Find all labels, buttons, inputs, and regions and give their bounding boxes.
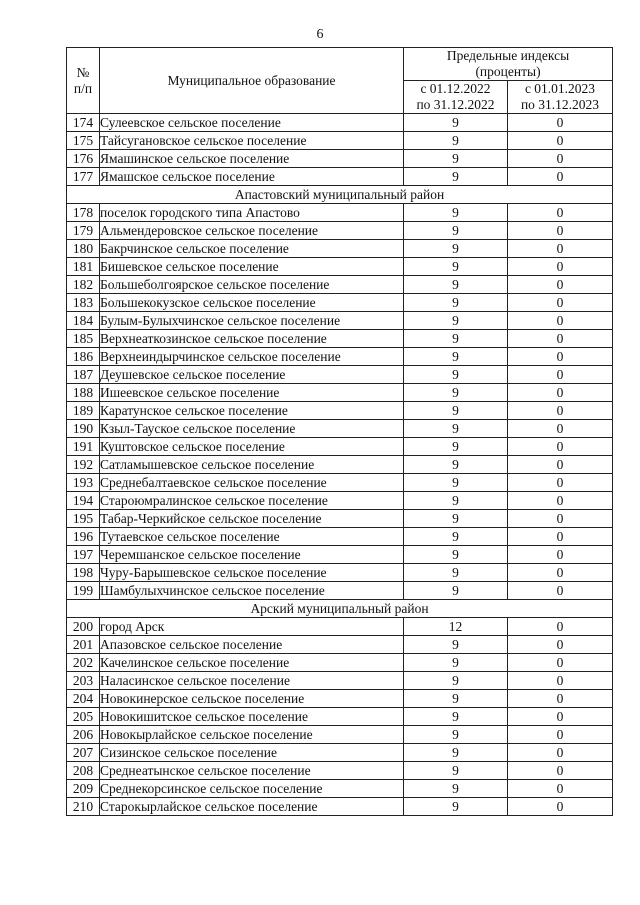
municipality-name: Каратунское сельское поселение <box>100 402 404 420</box>
row-number: 189 <box>67 402 100 420</box>
municipality-name: Среднебалтаевское сельское поселение <box>100 474 404 492</box>
index-2022: 9 <box>404 726 508 744</box>
municipality-name: Качелинское сельское поселение <box>100 654 404 672</box>
municipality-name: Верхнеиндырчинское сельское поселение <box>100 348 404 366</box>
row-number: 176 <box>67 150 100 168</box>
municipality-name: Новокинерское сельское поселение <box>100 690 404 708</box>
index-2022: 9 <box>404 258 508 276</box>
municipality-name: Новокишитское сельское поселение <box>100 708 404 726</box>
index-2023: 0 <box>508 510 613 528</box>
municipality-name: поселок городского типа Апастово <box>100 204 404 222</box>
indices-table <box>66 47 613 816</box>
table-row <box>67 204 613 222</box>
index-2023: 0 <box>508 636 613 654</box>
table-row <box>67 546 613 564</box>
header-group-line1: Предельные индексы <box>446 48 570 63</box>
municipality-name: Большекокузское сельское поселение <box>100 294 404 312</box>
municipality-name: Староюмралинское сельское поселение <box>100 492 404 510</box>
index-2023: 0 <box>508 528 613 546</box>
index-2022: 9 <box>404 582 508 600</box>
row-number: 181 <box>67 258 100 276</box>
table-row <box>67 294 613 312</box>
municipality-name: Кзыл-Тауское сельское поселение <box>100 420 404 438</box>
index-2022: 9 <box>404 402 508 420</box>
header-number-line1: № <box>76 64 90 80</box>
municipality-name: Новокырлайское сельское поселение <box>100 726 404 744</box>
row-number: 178 <box>67 204 100 222</box>
index-2022: 9 <box>404 168 508 186</box>
row-number: 196 <box>67 528 100 546</box>
table-row <box>67 528 613 546</box>
row-number: 197 <box>67 546 100 564</box>
row-number: 207 <box>67 744 100 762</box>
index-2023: 0 <box>508 258 613 276</box>
index-2023: 0 <box>508 348 613 366</box>
index-2022: 9 <box>404 132 508 150</box>
row-number: 192 <box>67 456 100 474</box>
municipality-name: Большеболгоярское сельское поселение <box>100 276 404 294</box>
table-row <box>67 708 613 726</box>
section-row <box>67 600 613 618</box>
index-2022: 9 <box>404 222 508 240</box>
table-row <box>67 564 613 582</box>
index-2022: 9 <box>404 474 508 492</box>
index-2023: 0 <box>508 420 613 438</box>
table-row <box>67 276 613 294</box>
index-2023: 0 <box>508 492 613 510</box>
municipality-name: Ишеевское сельское поселение <box>100 384 404 402</box>
table-row <box>67 690 613 708</box>
index-2022: 9 <box>404 456 508 474</box>
index-2023: 0 <box>508 114 613 132</box>
row-number: 208 <box>67 762 100 780</box>
header-period1-line2: по 31.12.2022 <box>416 97 495 112</box>
index-2023: 0 <box>508 690 613 708</box>
index-2022: 9 <box>404 150 508 168</box>
index-2022: 9 <box>404 492 508 510</box>
row-number: 175 <box>67 132 100 150</box>
municipality-name: Сулеевское сельское поселение <box>100 114 404 132</box>
table-row <box>67 420 613 438</box>
municipality-name: Ямашское сельское поселение <box>100 168 404 186</box>
index-2023: 0 <box>508 312 613 330</box>
index-2022: 9 <box>404 762 508 780</box>
index-2023: 0 <box>508 564 613 582</box>
municipality-name: Бакрчинское сельское поселение <box>100 240 404 258</box>
row-number: 187 <box>67 366 100 384</box>
row-number: 195 <box>67 510 100 528</box>
municipality-name: Среднеатынское сельское поселение <box>100 762 404 780</box>
table-row <box>67 618 613 636</box>
index-2022: 9 <box>404 546 508 564</box>
table-row <box>67 510 613 528</box>
index-2022: 9 <box>404 654 508 672</box>
index-2022: 9 <box>404 420 508 438</box>
municipality-name: Сатламышевское сельское поселение <box>100 456 404 474</box>
table-row <box>67 456 613 474</box>
table-row <box>67 438 613 456</box>
index-2023: 0 <box>508 744 613 762</box>
row-number: 180 <box>67 240 100 258</box>
municipality-name: Деушевское сельское поселение <box>100 366 404 384</box>
municipality-name: Сизинское сельское поселение <box>100 744 404 762</box>
municipality-name: Булым-Булыхчинское сельское поселение <box>100 312 404 330</box>
row-number: 210 <box>67 798 100 816</box>
municipality-name: Апазовское сельское поселение <box>100 636 404 654</box>
index-2023: 0 <box>508 366 613 384</box>
municipality-name: Табар-Черкийское сельское поселение <box>100 510 404 528</box>
index-2022: 9 <box>404 384 508 402</box>
table-row <box>67 798 613 816</box>
index-2023: 0 <box>508 762 613 780</box>
header-number-line2: п/п <box>73 80 93 96</box>
index-2022: 9 <box>404 438 508 456</box>
index-2023: 0 <box>508 330 613 348</box>
table-row <box>67 384 613 402</box>
index-2023: 0 <box>508 222 613 240</box>
table-row <box>67 312 613 330</box>
row-number: 188 <box>67 384 100 402</box>
index-2022: 9 <box>404 798 508 816</box>
table-row <box>67 654 613 672</box>
table-row <box>67 582 613 600</box>
table-row <box>67 330 613 348</box>
row-number: 202 <box>67 654 100 672</box>
municipality-name: Бишевское сельское поселение <box>100 258 404 276</box>
municipality-name: Альмендеровское сельское поселение <box>100 222 404 240</box>
municipality-name: Чуру-Барышевское сельское поселение <box>100 564 404 582</box>
row-number: 183 <box>67 294 100 312</box>
municipality-name: Черемшанское сельское поселение <box>100 546 404 564</box>
header-period1-line1: с 01.12.2022 <box>420 81 491 96</box>
row-number: 206 <box>67 726 100 744</box>
index-2023: 0 <box>508 654 613 672</box>
index-2023: 0 <box>508 132 613 150</box>
row-number: 201 <box>67 636 100 654</box>
municipality-name: город Арск <box>100 618 404 636</box>
table-row <box>67 132 613 150</box>
table-row <box>67 258 613 276</box>
header-limit-indices <box>404 48 613 81</box>
row-number: 185 <box>67 330 100 348</box>
row-number: 182 <box>67 276 100 294</box>
index-2022: 9 <box>404 114 508 132</box>
table-row <box>67 636 613 654</box>
table-header <box>67 48 613 114</box>
row-number: 177 <box>67 168 100 186</box>
index-2023: 0 <box>508 276 613 294</box>
table-row <box>67 240 613 258</box>
table-row <box>67 726 613 744</box>
row-number: 186 <box>67 348 100 366</box>
table-row <box>67 168 613 186</box>
table-row <box>67 474 613 492</box>
index-2023: 0 <box>508 438 613 456</box>
district-heading: Арский муниципальный район <box>67 600 613 618</box>
table-row <box>67 672 613 690</box>
table-row <box>67 762 613 780</box>
index-2022: 9 <box>404 564 508 582</box>
index-2022: 9 <box>404 276 508 294</box>
index-2023: 0 <box>508 708 613 726</box>
index-2022: 9 <box>404 330 508 348</box>
row-number: 193 <box>67 474 100 492</box>
index-2023: 0 <box>508 204 613 222</box>
index-2022: 9 <box>404 204 508 222</box>
index-2023: 0 <box>508 384 613 402</box>
index-2023: 0 <box>508 546 613 564</box>
header-number <box>67 48 100 114</box>
index-2022: 9 <box>404 690 508 708</box>
row-number: 191 <box>67 438 100 456</box>
row-number: 174 <box>67 114 100 132</box>
index-2022: 9 <box>404 708 508 726</box>
index-2023: 0 <box>508 168 613 186</box>
municipality-name: Шамбулыхчинское сельское поселение <box>100 582 404 600</box>
page-number: 6 <box>316 27 324 42</box>
index-2022: 9 <box>404 348 508 366</box>
table-row <box>67 744 613 762</box>
index-2022: 9 <box>404 744 508 762</box>
row-number: 205 <box>67 708 100 726</box>
municipality-name: Тутаевское сельское поселение <box>100 528 404 546</box>
municipality-name: Ямашинское сельское поселение <box>100 150 404 168</box>
index-2023: 0 <box>508 474 613 492</box>
index-2022: 9 <box>404 294 508 312</box>
index-2023: 0 <box>508 798 613 816</box>
index-2022: 9 <box>404 780 508 798</box>
header-period-2022 <box>404 81 508 114</box>
row-number: 203 <box>67 672 100 690</box>
index-2023: 0 <box>508 726 613 744</box>
index-2023: 0 <box>508 456 613 474</box>
index-2022: 9 <box>404 636 508 654</box>
table-row <box>67 150 613 168</box>
header-period2-line1: с 01.01.2023 <box>524 81 596 96</box>
index-2022: 9 <box>404 528 508 546</box>
table-body <box>67 114 613 816</box>
municipality-name: Верхнеаткозинское сельское поселение <box>100 330 404 348</box>
row-number: 209 <box>67 780 100 798</box>
row-number: 199 <box>67 582 100 600</box>
index-2023: 0 <box>508 150 613 168</box>
header-group-line2: (проценты) <box>475 64 541 79</box>
table-row <box>67 780 613 798</box>
table-row <box>67 366 613 384</box>
index-2022: 9 <box>404 672 508 690</box>
table-row <box>67 114 613 132</box>
header-municipality: Муниципальное образование <box>100 48 404 114</box>
row-number: 190 <box>67 420 100 438</box>
index-2022: 9 <box>404 510 508 528</box>
municipality-name: Среднекорсинское сельское поселение <box>100 780 404 798</box>
index-2023: 0 <box>508 582 613 600</box>
row-number: 179 <box>67 222 100 240</box>
index-2023: 0 <box>508 402 613 420</box>
row-number: 204 <box>67 690 100 708</box>
index-2023: 0 <box>508 294 613 312</box>
section-row <box>67 186 613 204</box>
index-2023: 0 <box>508 618 613 636</box>
index-2022: 9 <box>404 366 508 384</box>
index-2022: 12 <box>404 618 508 636</box>
municipality-name: Тайсугановское сельское поселение <box>100 132 404 150</box>
header-period2-line2: по 31.12.2023 <box>520 97 600 112</box>
index-2023: 0 <box>508 240 613 258</box>
table-row <box>67 348 613 366</box>
municipality-name: Старокырлайское сельское поселение <box>100 798 404 816</box>
table-row <box>67 492 613 510</box>
row-number: 198 <box>67 564 100 582</box>
index-2023: 0 <box>508 780 613 798</box>
row-number: 184 <box>67 312 100 330</box>
index-2022: 9 <box>404 240 508 258</box>
header-period-2023 <box>508 81 613 114</box>
district-heading: Апастовский муниципальный район <box>67 186 613 204</box>
municipality-name: Наласинское сельское поселение <box>100 672 404 690</box>
row-number: 194 <box>67 492 100 510</box>
municipality-name: Куштовское сельское поселение <box>100 438 404 456</box>
index-2023: 0 <box>508 672 613 690</box>
row-number: 200 <box>67 618 100 636</box>
table-row <box>67 402 613 420</box>
index-2022: 9 <box>404 312 508 330</box>
table-row <box>67 222 613 240</box>
